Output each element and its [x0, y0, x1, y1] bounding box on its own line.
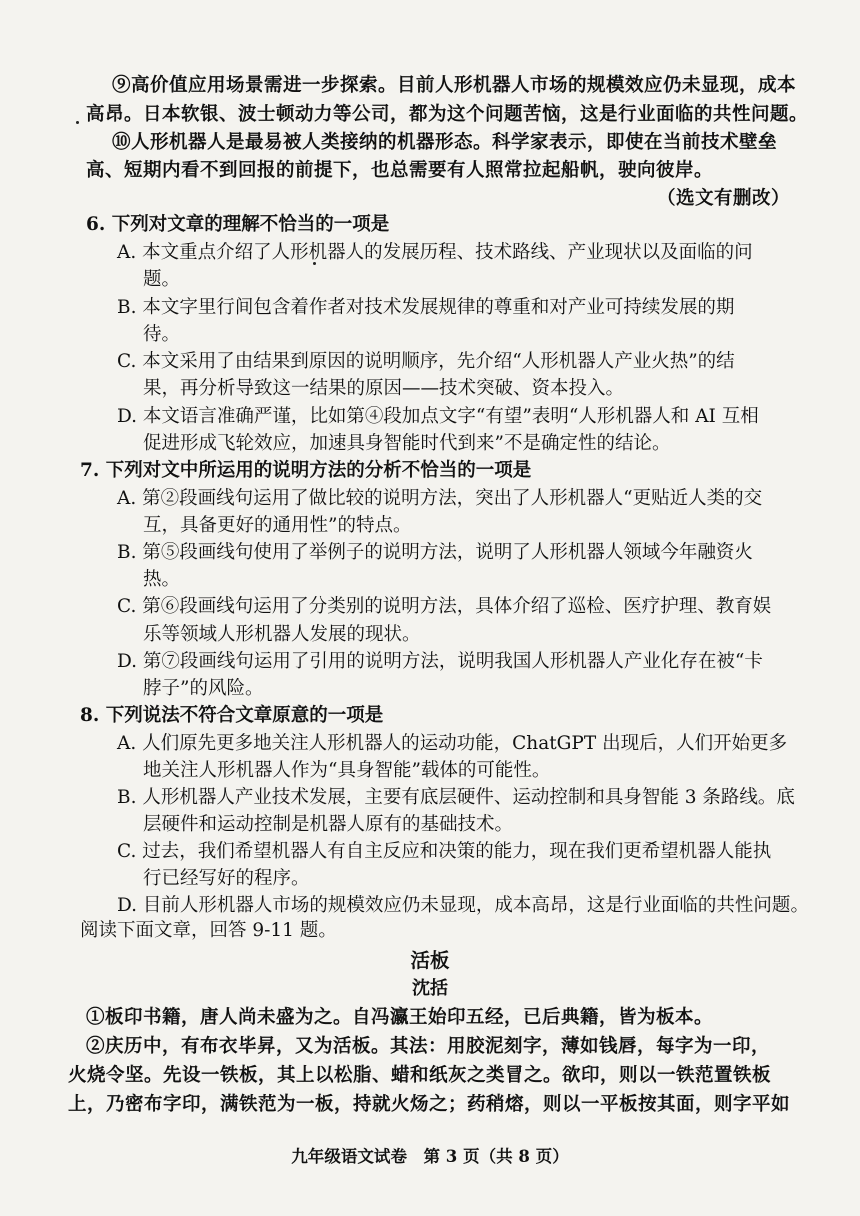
- q8-option-c-line2: 行已经写好的程序。: [143, 868, 310, 889]
- passage-p9-line1: ⑨高价值应用场景需进一步探索。目前人形机器人市场的规模效应仍未显现，成本: [112, 75, 797, 96]
- q7-option-a-line2: 互，具备更好的通用性”的特点。: [143, 515, 412, 536]
- q6-option-b-line2: 待。: [143, 324, 181, 345]
- q7-option-d-line2: 脖子”的风险。: [143, 678, 264, 699]
- q8-option-b-line1: B. 人形机器人产业技术发展，主要有底层硬件、运动控制和具身智能 3 条路线。底: [117, 787, 795, 808]
- classical-p2-line3: 上，乃密布字印，满铁范为一板，持就火炀之；药稍熔，则以一平板按其面，则字平如: [68, 1094, 791, 1115]
- q8-option-b-line2: 层硬件和运动控制是机器人原有的基础技术。: [143, 814, 514, 835]
- page-footer: 九年级语文试卷 第 3 页（共 8 页）: [291, 1146, 569, 1166]
- classical-author: 沈括: [412, 978, 448, 999]
- q7-option-d-line1: D. 第⑦段画线句运用了引用的说明方法，说明我国人形机器人产业化存在被“卡: [117, 651, 763, 672]
- passage-p9-line2: 高昂。日本软银、波士顿动力等公司，都为这个问题苦恼，这是行业面临的共性问题。: [86, 104, 809, 125]
- q6-option-c-line2: 果，再分析导致这一结果的原因——技术突破、资本投入。: [143, 378, 625, 399]
- source-note: （选文有删改）: [656, 188, 790, 209]
- passage-p10-line2: 高、短期内看不到回报的前提下，也总需要有人照常拉起船帆，驶向彼岸。: [86, 160, 714, 181]
- classical-p1: ①板印书籍，唐人尚未盛为之。自冯瀛王始印五经，已后典籍，皆为板本。: [86, 1007, 714, 1028]
- classical-title: 活板: [410, 949, 450, 972]
- q6-option-a-line2: 题。: [143, 269, 181, 290]
- q7-option-c-line2: 乐等领域人形机器人发展的现状。: [143, 624, 421, 645]
- q7-option-b-line1: B. 第⑤段画线句使用了举例子的说明方法，说明了人形机器人领域今年融资火: [117, 542, 753, 563]
- q6-option-b-line1: B. 本文字里行间包含着作者对技术发展规律的尊重和对产业可持续发展的期: [117, 297, 735, 318]
- question-8-stem: 8. 下列说法不符合文章原意的一项是: [80, 705, 384, 726]
- q6-option-c-line1: C. 本文采用了由结果到原因的说明顺序，先介绍“人形机器人产业火热”的结: [117, 351, 735, 372]
- passage-p10-line1: ⑩人形机器人是最易被人类接纳的机器形态。科学家表示，即使在当前技术壁垒: [112, 132, 778, 153]
- scan-speck: [76, 121, 79, 124]
- reading-intro: 阅读下面文章，回答 9-11 题。: [80, 920, 337, 941]
- question-7-stem: 7. 下列对文中所运用的说明方法的分析不恰当的一项是: [80, 460, 532, 481]
- q7-option-c-line1: C. 第⑥段画线句运用了分类别的说明方法，具体介绍了巡检、医疗护理、教育娱: [117, 596, 772, 617]
- question-6-stem: 6. 下列对文章的理解不恰当的一项是: [86, 214, 390, 235]
- q8-option-a-line2: 地关注人形机器人作为“具身智能”载体的可能性。: [143, 760, 551, 781]
- classical-p2-line1: ②庆历中，有布衣毕昇，又为活板。其法：用胶泥刻字，薄如钱唇，每字为一印，: [86, 1036, 771, 1057]
- q8-option-c-line1: C. 过去，我们希望机器人有自主反应和决策的能力，现在我们更希望机器人能执: [117, 841, 772, 862]
- q8-option-a-line1: A. 人们原先更多地关注人形机器人的运动功能，ChatGPT 出现后，人们开始更多: [117, 733, 788, 754]
- q6-option-d-line2: 促进形成飞轮效应，加速具身智能时代到来”不是确定性的结论。: [143, 433, 671, 454]
- q7-option-b-line2: 热。: [143, 569, 181, 590]
- q7-option-a-line1: A. 第②段画线句运用了做比较的说明方法，突出了人形机器人“更贴近人类的交: [117, 488, 763, 509]
- q8-option-d-line1: D. 目前人形机器人市场的规模效应仍未显现，成本高昂，这是行业面临的共性问题。: [117, 895, 809, 916]
- q6-option-d-line1: D. 本文语言准确严谨，比如第④段加点文字“有望”表明“人形机器人和 AI 互相: [117, 406, 759, 427]
- q6-option-a-line1: A. 本文重点介绍了人形机器人的发展历程、技术路线、产业现状以及面临的问: [117, 242, 753, 263]
- classical-p2-line2: 火烧令坚。先设一铁板，其上以松脂、蜡和纸灰之类冒之。欲印，则以一铁范置铁板: [68, 1065, 772, 1086]
